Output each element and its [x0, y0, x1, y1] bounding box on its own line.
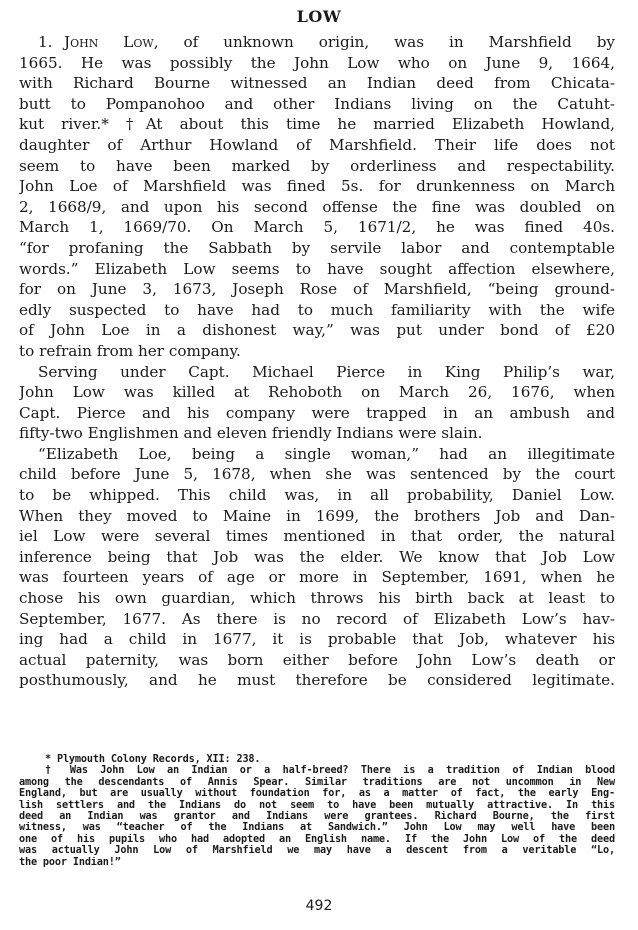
footnote-line: England, but are usually without foundation for, as a matter of fact, the early Eng-: [19, 788, 615, 800]
text-line: for on June 3, 1673, Joseph Rose of Marshfield, “being ground-: [19, 280, 615, 299]
text-line: butt to Pompanohoo and other Indians living on the Catuht-: [19, 94, 615, 113]
footnotes: [19, 754, 615, 868]
text-line: “for profaning the Sabbath by servile labor and contemptable: [19, 238, 615, 257]
footnote-dagger: [19, 765, 615, 868]
text-line: actual paternity, was born either before John Low’s death or: [19, 650, 615, 669]
footnote-line: among the descendants of Annis Spear. Similar traditions are not uncommon in New: [19, 776, 615, 788]
text-line: inference being that Job was the elder. We know that Job Low: [19, 547, 615, 566]
text-line: “Elizabeth Loe, being a single woman,” had an illegitimate: [38, 444, 615, 463]
footnote-asterisk: [19, 754, 615, 765]
footnote-line: deed an Indian was grantor and Indians were grantees. Richard Bourne, the first: [19, 810, 615, 822]
text-line: Capt. Pierce and his company were trapped in an ambush and: [19, 403, 615, 422]
text-line: child before June 5, 1678, when she was sentenced by the court: [19, 465, 615, 484]
entry-name: John Low: [64, 33, 154, 51]
text-line: iel Low were several times mentioned in that order, the natural: [19, 527, 615, 546]
text-line: to refrain from her company.: [19, 341, 241, 360]
footnote-line: † Was John Low an Indian or a half-breed? There is a tradition of Indian blood: [45, 765, 615, 777]
text-line: of John Loe in a dishonest way,” was put under bond of £20: [19, 321, 615, 340]
paragraph-2: [19, 362, 615, 444]
footnote-line: lish settlers and the Indians do not seem to have been mutually attractive. In this: [19, 799, 615, 811]
text-line: John Loe of Marshfield was fined 5s. for drunkenness on March: [19, 177, 615, 196]
text-line: 2, 1668/9, and upon his second offense the fine was doubled on: [19, 197, 615, 216]
entry-first-line: [19, 32, 615, 53]
text-line: was fourteen years of age or more in September, 1691, when he: [19, 568, 615, 587]
text-line: words.” Elizabeth Low seems to have sought affection elsewhere,: [19, 259, 615, 278]
text-line: fifty-two Englishmen and eleven friendly Indians were slain.: [19, 424, 483, 443]
footnote-line: witness, was “teacher of the Indians at Sandwich.” John Low may well have been: [19, 822, 615, 834]
page-number: 492: [305, 898, 333, 914]
paragraph-3: [19, 444, 615, 691]
running-head: LOW: [296, 7, 342, 26]
text-line: John Low was killed at Rehoboth on March 26, 1676, when: [19, 383, 615, 402]
footnote-line: * Plymouth Colony Records, XII: 238.: [45, 754, 261, 765]
text-line: March 1, 1669/70. On March 5, 1671/2, he was fined 40s.: [19, 218, 615, 237]
entry-number: 1.: [38, 33, 53, 51]
entry-first-line-text: , of unknown origin, was in Marshfield by: [153, 33, 615, 51]
text-line: When they moved to Maine in 1699, the brothers Job and Dan-: [19, 506, 615, 525]
text-line: daughter of Arthur Howland of Marshfield. Their life does not: [19, 135, 615, 154]
text-line: September, 1677. As there is no record of Elizabeth Low’s hav-: [19, 609, 615, 628]
text-line: edly suspected to have had to much familiarity with the wife: [19, 300, 615, 319]
text-line: seem to have been marked by orderliness and respectability.: [19, 156, 615, 175]
text-line: Serving under Capt. Michael Pierce in King Philip’s war,: [38, 362, 615, 381]
text-line: with Richard Bourne witnessed an Indian deed from Chicata-: [19, 74, 615, 93]
text-line: 1665. He was possibly the John Low who on June 9, 1664,: [19, 53, 615, 72]
text-line: chose his own guardian, which throws his birth back at least to: [19, 589, 615, 608]
paragraph-1: [19, 53, 615, 362]
footnote-line: one of his pupils who had adopted an English name. If the John Low of the deed: [19, 833, 615, 845]
text-line: ing had a child in 1677, it is probable that Job, whatever his: [19, 630, 615, 649]
text-line: kut river.* †At about this time he married Elizabeth Howland,: [19, 115, 615, 134]
text-line: to be whipped. This child was, in all probability, Daniel Low.: [19, 486, 615, 505]
footnote-line: the poor Indian!”: [19, 856, 121, 868]
body-text: [19, 32, 615, 691]
text-line: posthumously, and he must therefore be considered legitimate.: [19, 671, 615, 690]
footnote-line: was actually John Low of Marshfield we may have a descent from a veritable “Lo,: [19, 845, 615, 857]
